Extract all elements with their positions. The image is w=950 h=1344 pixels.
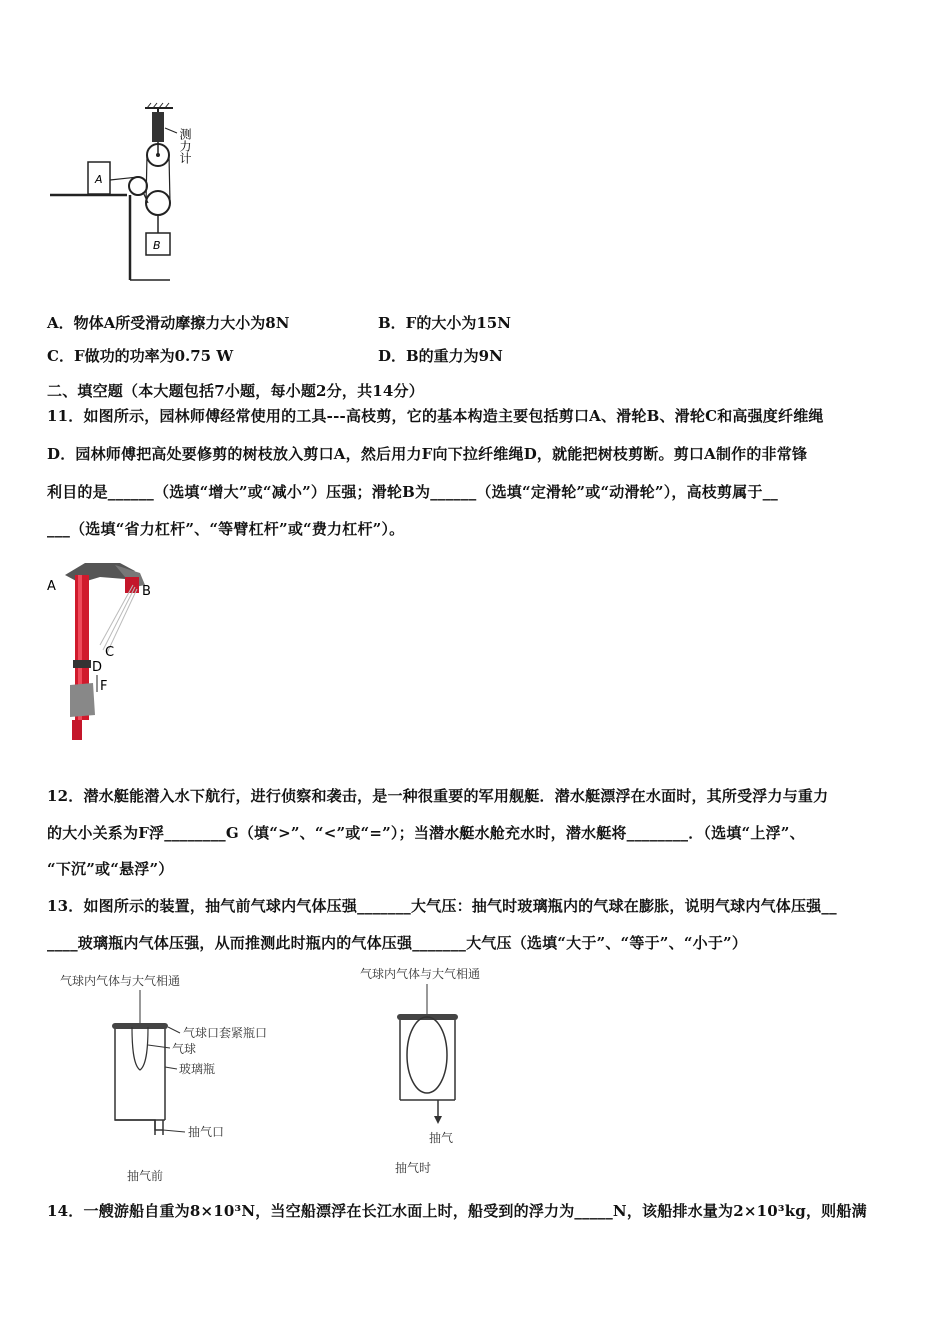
right-top-label: 气球内气体与大气相通 xyxy=(360,967,481,981)
mouth-label: 气球口套紧瓶口 xyxy=(183,1026,268,1040)
pruning-shears-figure xyxy=(45,555,175,740)
option-a: A．物体A所受滑动摩擦力大小为8N xyxy=(47,314,290,332)
q13-line2: ____玻璃瓶内气体压强，从而推测此时瓶内的气体压强_______大气压（选填“大于”、“等于”、“小于”） xyxy=(47,934,748,952)
block-b-label: B xyxy=(153,239,161,252)
bottle-during-figure xyxy=(355,960,545,1185)
option-b: B．F的大小为15N xyxy=(378,314,511,332)
q12-line3: “下沉”或“悬浮”） xyxy=(47,860,174,878)
balloon-label: 气球 xyxy=(172,1042,197,1056)
section-title: 二、填空题（本大题包括7小题，每小题2分，共14分） xyxy=(47,382,424,400)
q11-line4: ___（选填“省力杠杆”、“等臂杠杆”或“费力杠杆”）。 xyxy=(47,520,405,538)
q11-line1: 11．如图所示，园林师傅经常使用的工具---高枝剪，它的基本构造主要包括剪口A、滑轮B、滑轮C和高强度纤维绳 xyxy=(47,407,824,425)
q11-line2: D．园林师傅把高处要修剪的树枝放入剪口A，然后用力F向下拉纤维绳D，就能把树枝剪断。剪口A制作的非常锋 xyxy=(47,445,808,463)
before-caption: 抽气前 xyxy=(127,1169,164,1183)
outlet-label: 抽气口 xyxy=(188,1125,225,1139)
shears-label-f: F xyxy=(100,679,108,694)
q14-line1: 14．一艘游船自重为8×10³N，当空船漂浮在长江水面上时，船受到的浮力为_____N，该船排水量为2×10³kg，则船满 xyxy=(47,1202,867,1220)
bottle-label: 玻璃瓶 xyxy=(179,1062,216,1076)
q12-line2: 的大小关系为F浮________G（填“>”、“<”或“=”）；当潜水艇水舱充水时，潜水艇将________．（选填“上浮”、 xyxy=(47,824,805,842)
meter-label: 测力计 xyxy=(178,128,192,164)
q11-line3: 利目的是______（选填“增大”或“减小”）压强；滑轮B为______（选填“定滑轮”或“动滑轮”），高枝剪属于__ xyxy=(47,483,779,501)
shears-label-b: B xyxy=(142,584,151,599)
shears-label-c: C xyxy=(105,645,115,660)
block-a-label: A xyxy=(95,173,103,186)
option-d: D．B的重力为9N xyxy=(378,347,503,365)
shears-label-a: A xyxy=(47,579,56,594)
option-c: C．F做功的功率为0.75 W xyxy=(47,347,234,365)
q13-line1: 13．如图所示的装置，抽气前气球内气体压强_______大气压：抽气时玻璃瓶内的气球在膨胀，说明气球内气体压强__ xyxy=(47,897,837,915)
bottle-before-figure xyxy=(55,965,315,1190)
shears-label-d: D xyxy=(92,660,103,675)
during-caption: 抽气时 xyxy=(395,1161,432,1175)
pump-label: 抽气 xyxy=(429,1131,454,1145)
pulley-figure xyxy=(45,100,215,290)
left-top-label: 气球内气体与大气相通 xyxy=(60,974,181,988)
q12-line1: 12．潜水艇能潜入水下航行，进行侦察和袭击，是一种很重要的军用舰艇．潜水艇漂浮在水面时，其所受浮力与重力 xyxy=(47,787,829,805)
